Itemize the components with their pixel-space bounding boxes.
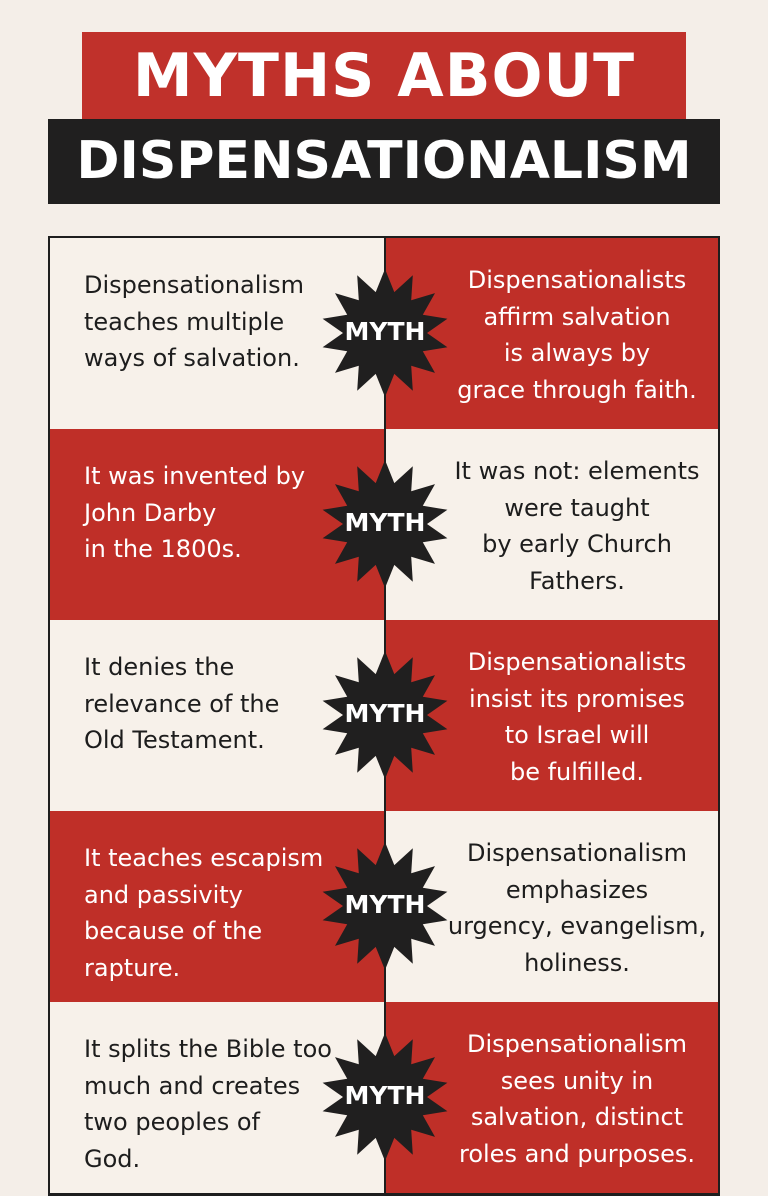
myth-badge-label: MYTH <box>344 508 426 537</box>
answer-text: It was not: elements were taught by early Church Fathers. <box>454 457 700 595</box>
myth-badge-label: MYTH <box>344 1081 426 1110</box>
answer-text: Dispensationalists affirm salvation is always by grace through faith. <box>457 266 697 404</box>
table-row <box>50 429 718 622</box>
myth-table <box>48 236 720 1196</box>
myth-badge <box>318 459 452 589</box>
myth-badge-label: MYTH <box>344 890 426 919</box>
table-row <box>50 811 718 1004</box>
answer-text: Dispensationalism emphasizes urgency, evangelism, holiness. <box>447 839 707 977</box>
myth-badge-label: MYTH <box>344 699 426 728</box>
myth-badge <box>318 268 452 398</box>
table-row <box>50 1002 718 1195</box>
myth-text: It denies the relevance of the Old Testament. <box>84 653 280 754</box>
table-row <box>50 238 718 431</box>
myth-badge <box>318 1032 452 1162</box>
title-line-2: DISPENSATIONALISM <box>48 119 720 204</box>
myth-badge <box>318 650 452 780</box>
myth-badge-label: MYTH <box>344 317 426 346</box>
title-line-1: MYTHS ABOUT <box>82 32 686 120</box>
myth-text: It splits the Bible too much and creates two peoples of God. <box>84 1035 332 1173</box>
table-row <box>50 620 718 813</box>
answer-text: Dispensationalists insist its promises to Israel will be fulfilled. <box>467 648 687 786</box>
myth-text: It was invented by John Darby in the 1800s. <box>84 462 306 563</box>
myth-text: Dispensationalism teaches multiple ways of salvation. <box>84 271 304 372</box>
myth-text: It teaches escapism and passivity because of the rapture. <box>84 844 324 982</box>
answer-text: Dispensationalism sees unity in salvation, distinct roles and purposes. <box>458 1030 695 1168</box>
myth-badge <box>318 841 452 971</box>
